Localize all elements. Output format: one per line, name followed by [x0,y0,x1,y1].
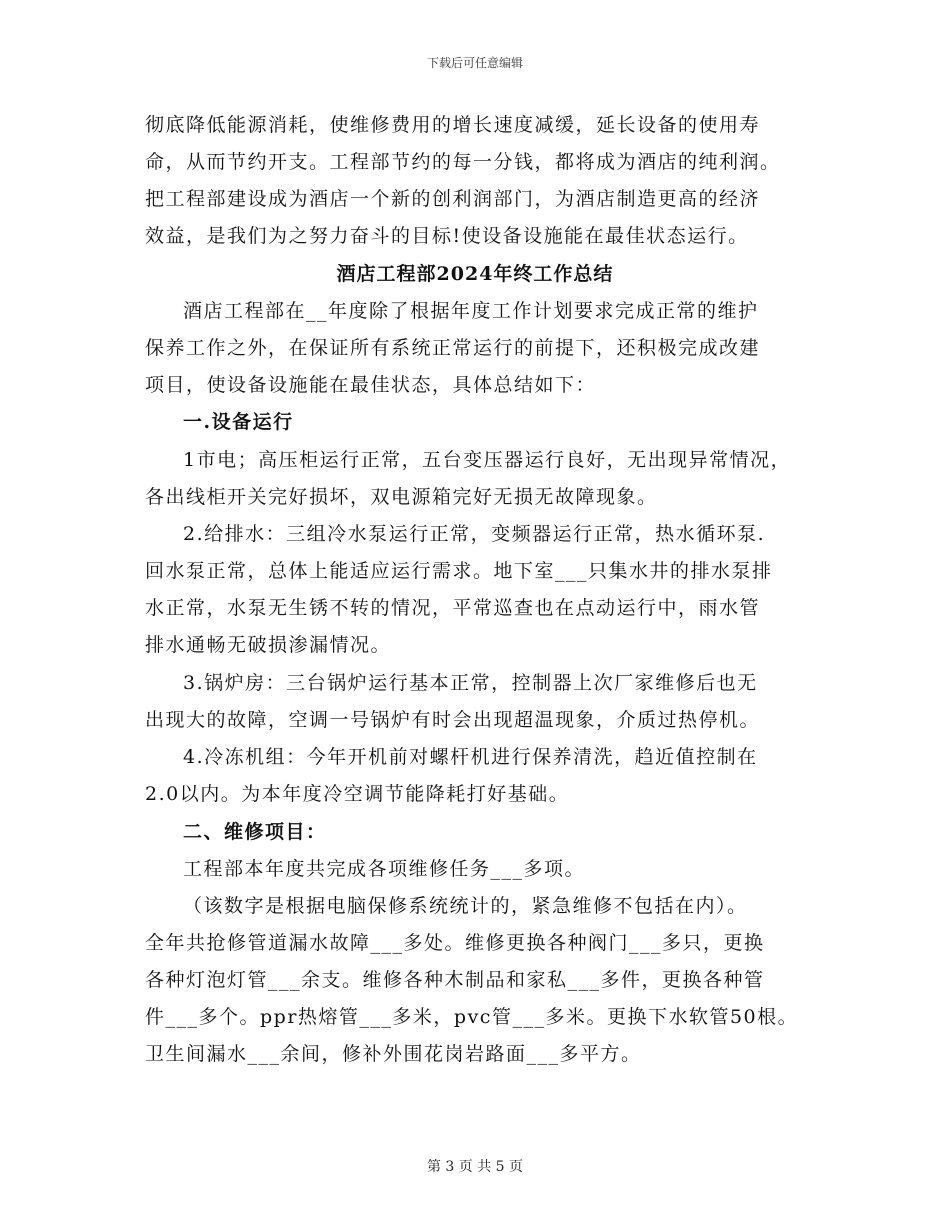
body-line-21: 工程部本年度共完成各项维修任务___多项。 [183,858,586,880]
body-line-7: 保养工作之外，在保证所有系统正常运行的前提下，还积极完成改建 [145,337,761,359]
document-title: 酒店工程部2024年终工作总结 [336,263,614,285]
page-number: 第 3 页 共 5 页 [426,1159,524,1175]
body-line-8: 项目，使设备设施能在最佳状态，具体总结如下： [145,374,597,396]
body-line-13: 回水泵正常，总体上能适应运行需求。地下室___只集水井的排水泵排 [145,560,773,582]
body-line-24: 各种灯泡灯管___余支。维修各种木制品和家私___多件，更换各种管 [145,969,765,991]
body-line-14: 水正常，水泵无生锈不转的情况，平常巡查也在点动运行中，雨水管 [145,597,761,619]
body-line-23: 全年共抢修管道漏水故障___多处。维修更换各种阀门___多只，更换 [145,932,765,954]
section-heading-1: 一.设备运行 [183,411,294,433]
body-line-26: 卫生间漏水___余间，修补外围花岗岩路面___多平方。 [145,1043,642,1065]
body-line-15: 排水通畅无破损渗漏情况。 [145,634,392,656]
body-line-1: 彻底降低能源消耗，使维修费用的增长速度减缓，延长设备的使用寿 [145,114,761,136]
body-line-10: 1市电；高压柜运行正常，五台变压器运行良好，无出现异常情况， [183,449,792,471]
body-line-12: 2.给排水：三组冷水泵运行正常，变频器运行正常，热水循环泵. [183,523,766,545]
body-line-4: 效益，是我们为之努力奋斗的目标!使设备设施能在最佳状态运行。 [145,225,749,247]
body-line-25: 件___多个。ppr热熔管___多米，pvc管___多米。更换下水软管50根。 [145,1006,799,1028]
section-heading-2: 二、维修项目： [183,821,327,843]
body-line-2: 命，从而节约开支。工程部节约的每一分钱，都将成为酒店的纯利润。 [145,151,781,173]
body-line-11: 各出线柜开关完好损坏，双电源箱完好无损无故障现象。 [145,486,658,508]
body-line-6: 酒店工程部在__年度除了根据年度工作计划要求完成正常的维护 [183,300,759,322]
body-line-19: 2.0以内。为本年度冷空调节能降耗打好基础。 [145,783,570,805]
body-line-3: 把工程部建设成为酒店一个新的创利润部门，为酒店制造更高的经济 [145,188,761,210]
body-line-22: （该数字是根据电脑保修系统统计的，紧急维修不包括在内）。 [183,895,748,917]
body-line-16: 3.锅炉房：三台锅炉运行基本正常，控制器上次厂家维修后也无 [183,672,758,694]
header-note: 下载后可任意编辑 [426,56,523,70]
body-line-18: 4.冷冻机组：今年开机前对螺杆机进行保养清洗，趋近值控制在 [183,746,758,768]
body-line-17: 出现大的故障，空调一号锅炉有时会出现超温现象，介质过热停机。 [145,709,761,731]
